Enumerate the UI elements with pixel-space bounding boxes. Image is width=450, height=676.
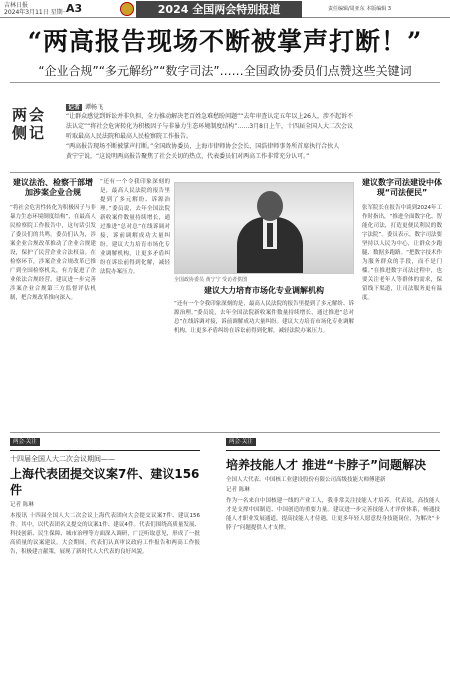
lower-right-story (226, 438, 440, 647)
masthead (0, 0, 450, 18)
page-number: A3 (66, 2, 83, 15)
editor-info: 责任编辑/周亚东 本版编辑 3 (328, 6, 392, 12)
delegate-photo (174, 182, 354, 274)
column-mid (174, 286, 354, 420)
lower-rule (10, 432, 440, 433)
headline: “两高报告现场不断被掌声打断！” (27, 27, 423, 56)
paper-date: 2024年3月11日 星期一 (4, 9, 69, 16)
lower-left-tag-bar (10, 438, 200, 446)
section-badge (12, 106, 52, 158)
column-left-title: 建议法治、检察干部增加涉案企业合规 (13, 178, 93, 197)
intro-line: “两高报告现场不断被掌声打断。”全国政协委员，上海市律师协会会长、国浩律师事务所首席执行合伙人 (66, 143, 340, 150)
lower-right-tag: 两会·关注 (226, 438, 256, 446)
lower-right-rule (226, 450, 440, 451)
intro-line: 法认定”“将社会危害转化为积极因子与非暴力生态环境制度结构”……3月8日上午，十四届全国人大二次会议 (66, 123, 353, 130)
headline-rule (10, 82, 440, 83)
lower-right-byline: 记者 陈琳 (226, 487, 250, 493)
photo-figure-tie (267, 223, 273, 247)
subheadline: “企业合规”“多元解纷”“数字司法”……全国政协委员们点赞这些关键词 (38, 64, 412, 78)
lower-left-byline: 记者 陈琳 (10, 502, 34, 508)
byline-name: 谭畅飞 (85, 104, 104, 111)
column-mid-title: 建议大力培育市场化专业调解机构 (204, 286, 324, 295)
column-mid-left-body: “还有一个令我印象深刻的是，最高人民法院的报告里提到了多元解纷、诉源治理。”委员说，去年全国法院新收案件数量持续增长，通过推进“总对总”在线诉调对接，诉前调解成功大量纠纷。建议大力培育市场化专业调解机构，让更多矛盾纠纷在诉讼前得到化解，减轻法院办案压力。 (100, 179, 170, 275)
intro-line: 黄宁宁说，“这说明两高报告聚焦了社会关切的热点，代表委员们对两高工作非常充分认可。” (66, 153, 310, 160)
lower-left-body: 本报讯 十四届全国人大二次会议上海代表团向大会提交议案7件、建议156件。其中，以代表团名义提交的议案1件、建议4件。代表们围绕高质量发展、科技创新、民生保障、城市治理等方面深入调研，广泛听取意见，形成了一批高质量的议案建议。大会期间，代表们认真审议政府工作报告和两高工作报告，积极建言献策，展现了新时代人大代表的良好风貌。 (10, 513, 200, 555)
column-right-body: 张军院长在报告中谈到2024年工作时指出，“推进全面数字化、智能化司法，打造更便民利民的数字法院”。委员表示，数字司法要坚持以人民为中心，让群众少跑腿、数据多跑路。“把数字技术作为服务群众的手段，而不是门槛。”在推进数字司法过程中，也要关注老年人等群体的需求，保留线下渠道，让司法服务更有温度。 (362, 205, 442, 301)
column-right-title: 建议数字司法建设中体现“司法便民” (362, 178, 442, 197)
byline (66, 102, 103, 111)
lower-right-subtitle: 全国人大代表、中国核工业建设股份有限公司高级技能大师傅建新 (226, 477, 386, 483)
photo-caption: 全国政协委员 黄宁宁 受访者供图 (174, 277, 248, 283)
intro-line: “让群众感觉到诉讼并非负担，全力推动解决老百姓急难愁盼问题”“去年审查认定五年以上26人，涉不起诉不 (66, 113, 353, 120)
byline-tag: 记者 (68, 104, 81, 111)
masthead-paper (4, 2, 69, 16)
lower-right-tag-bar (226, 438, 440, 446)
column-mid-body: “还有一个令我印象深刻的是，最高人民法院的报告里提到了多元解纷、诉源治理。”委员说，去年全国法院新收案件数量持续增长，通过推进“总对总”在线诉调对接，诉前调解成功大量纠纷。建议大力培育市场化专业调解机构，让更多矛盾纠纷在诉讼前得到化解，减轻法院办案压力。 (174, 301, 354, 334)
column-left-body: “将社会危害性转化为积极因子与非暴力生态环境制度结构”，在最高人民检察院工作报告中，这句话引发了委员们的共鸣。委员们认为，涉案企业合规改革推动了企业合规建设，保护了民营企业合法权益。在检察环节，涉案企业合规改革已推广到全国检察机关，有力促进了企业依法合规经营。建议进一步完善涉案企业合规第三方监督评估机制，把合规改革推向深入。 (10, 205, 96, 301)
section-badge-text: 两会侧记 (12, 106, 47, 142)
column-left (10, 178, 96, 424)
lower-left-title: 上海代表团提交议案7件、建议156件 (10, 467, 200, 497)
lower-left-tag: 两会·关注 (10, 438, 40, 446)
national-emblem-icon (120, 2, 134, 16)
lower-left-story (10, 438, 200, 672)
intro-paragraph (66, 112, 440, 162)
intro-line: 听取最高人民法院和最高人民检察院工作报告。 (66, 133, 193, 140)
column-mid-left (100, 178, 170, 328)
paper-name: 吉林日报 (4, 2, 29, 9)
lower-right-body: 作为一名来自中国核建一线的产业工人，我非常关注技能人才培养。代表说，高技能人才是支撑中国制造、中国创造的重要力量。建议进一步完善技能人才评价体系，畅通技能人才职业发展通道，提高技能人才待遇，让更多年轻人愿意投身技能岗位，为解决“卡脖子”问题提供人才支撑。 (226, 498, 440, 531)
lower-right-title: 培养技能人才 推进“卡脖子”问题解决 (226, 458, 426, 472)
intro-rule (10, 172, 440, 173)
lower-left-kicker: 十四届全国人大二次会议期间—— (10, 455, 115, 463)
column-right (362, 178, 442, 424)
lower-left-rule (10, 450, 200, 451)
special-report-banner: 2024 全国两会特别报道 (136, 1, 302, 18)
photo-figure-head (257, 191, 283, 221)
